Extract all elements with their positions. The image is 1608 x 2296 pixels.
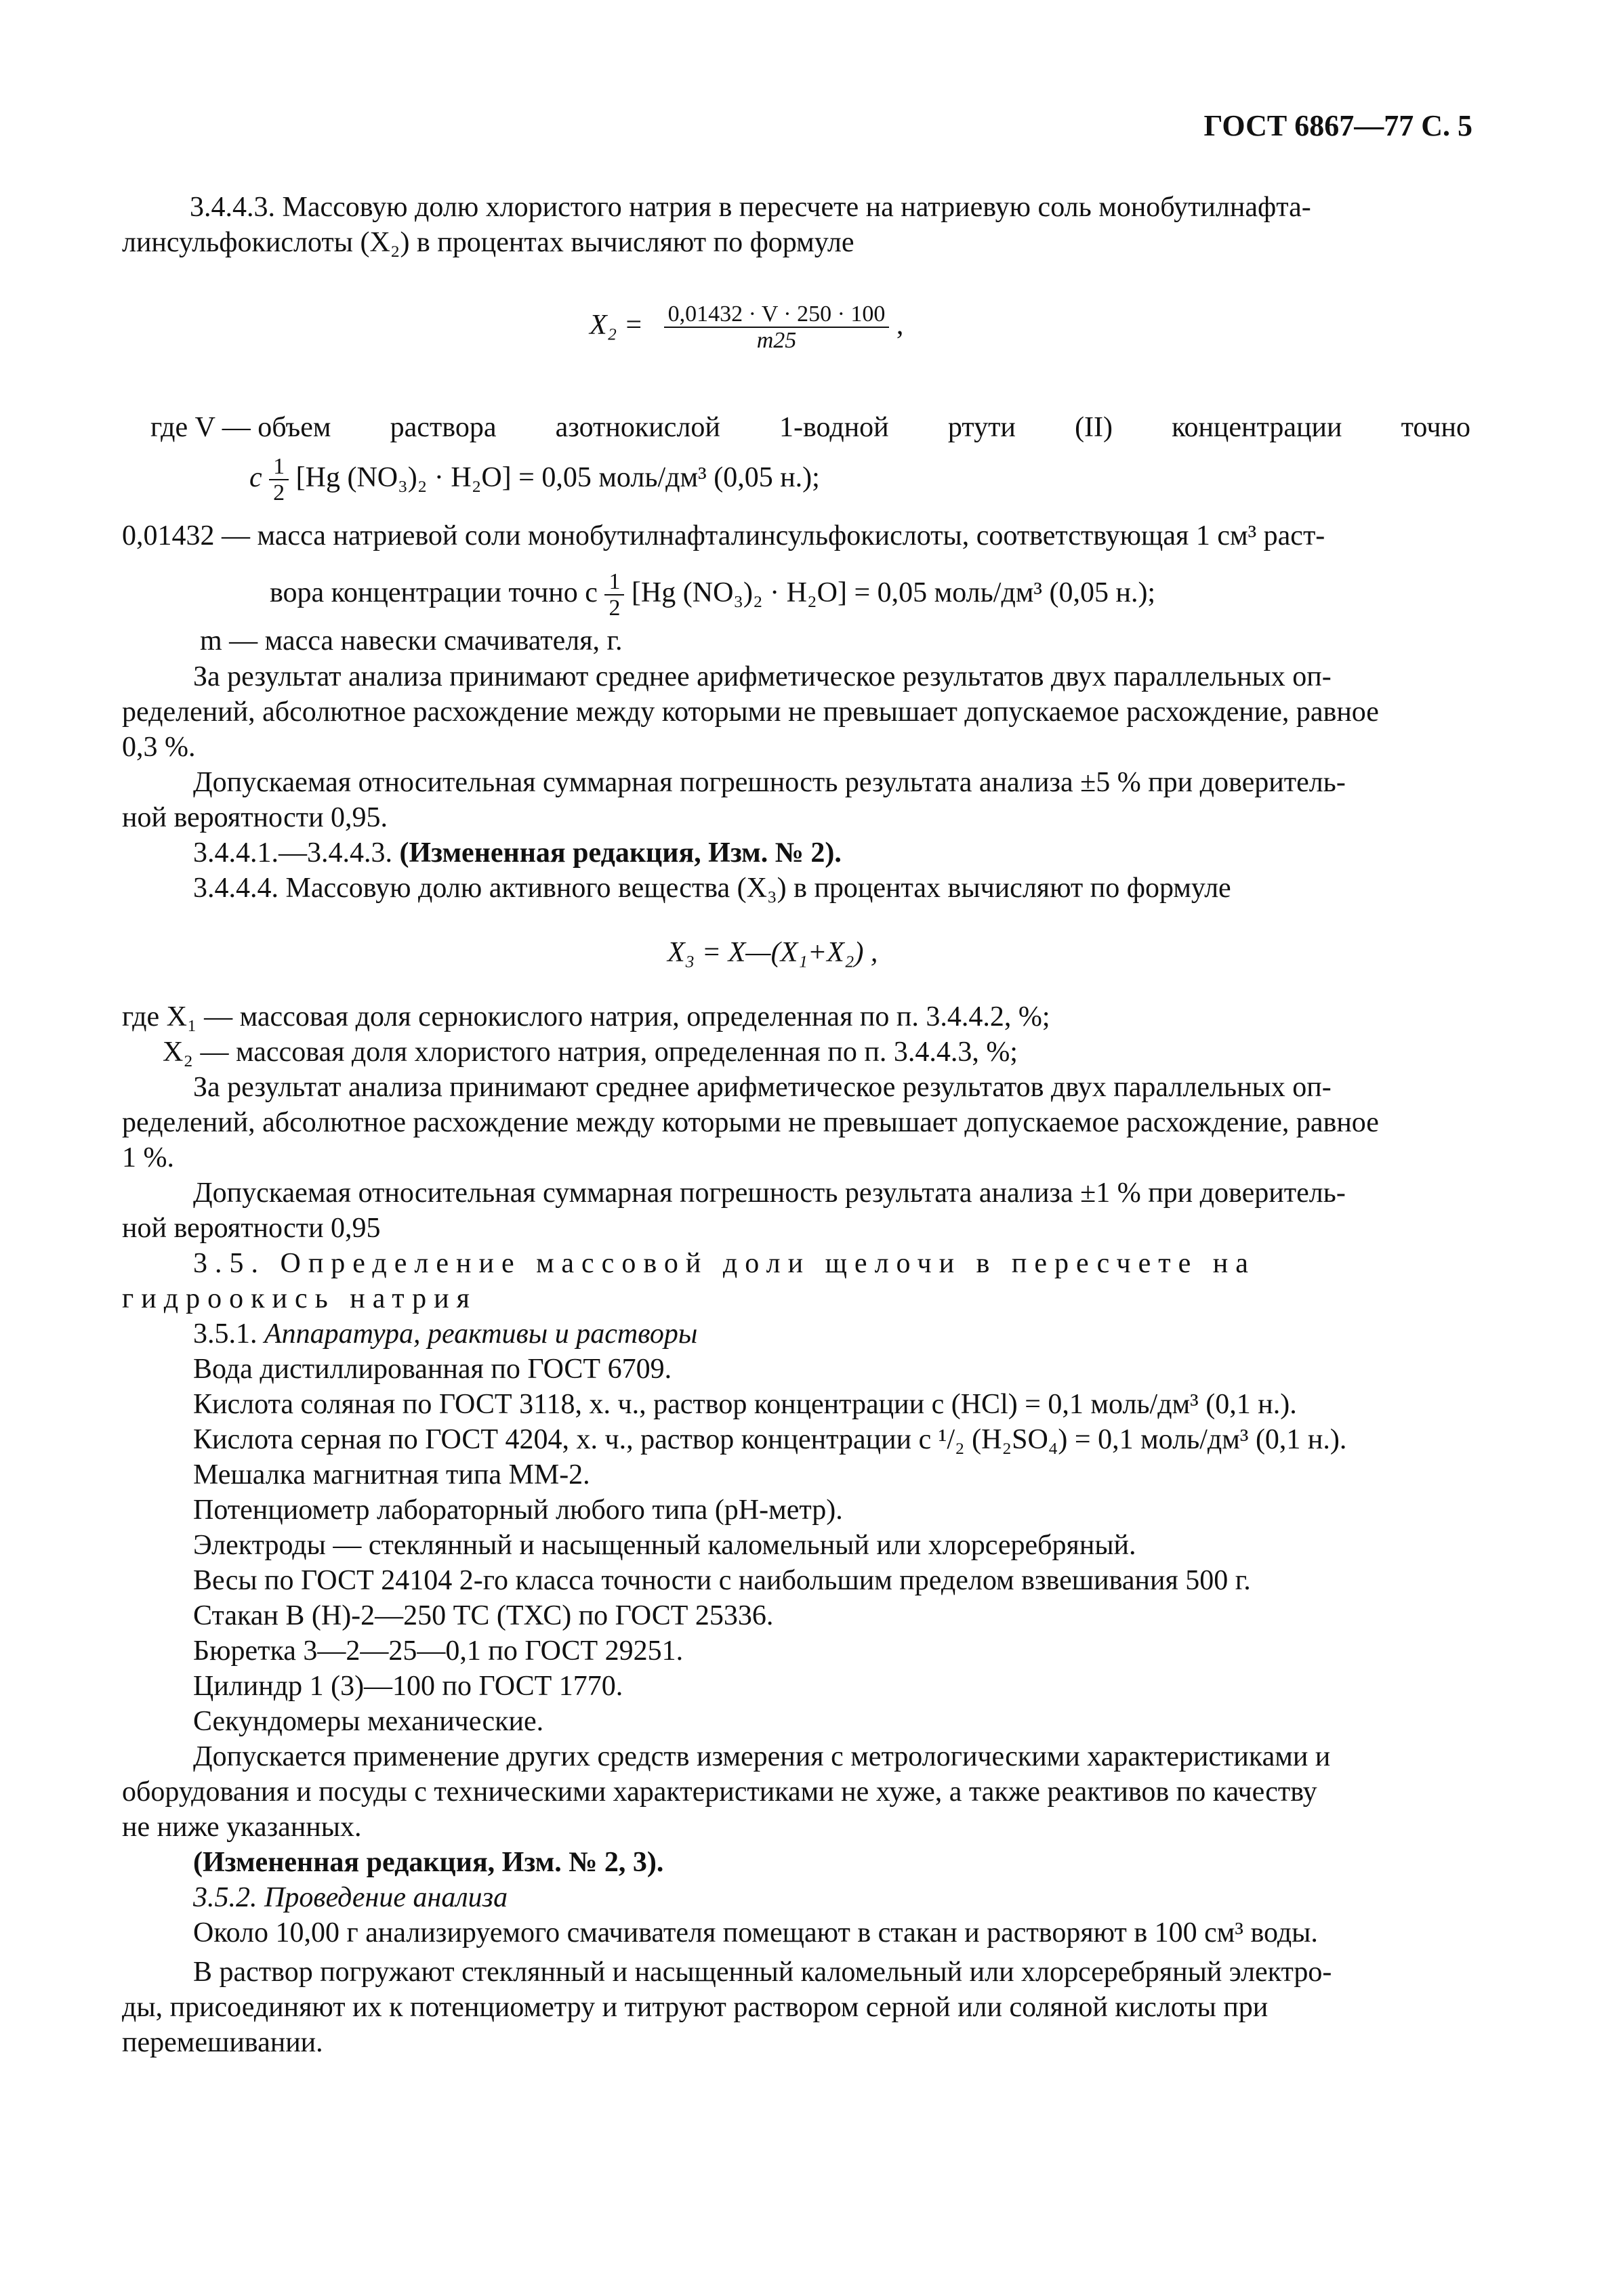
reagent-h2so4: Кислота серная по ГОСТ 4204, х. ч., раствор концентрации c ¹/₂ (H₂SO₄) = 0,1 моль/дм³ (0,1 н.). <box>193 1424 1347 1455</box>
para-analysis-2-line3: перемешивании. <box>122 2027 323 2058</box>
page-header: ГОСТ 6867—77 С. 5 <box>1203 109 1472 142</box>
para-error2-line2: ной вероятности 0,95 <box>122 1213 381 1244</box>
reagent-water: Вода дистиллированная по ГОСТ 6709. <box>193 1354 672 1385</box>
conc-symbol: c <box>249 462 262 494</box>
para-result1-line3: 0,3 %. <box>122 732 196 763</box>
reagent-hcl: Кислота соляная по ГОСТ 3118, х. ч., раствор концентрации c (HCl) = 0,1 моль/дм³ (0,1 н.). <box>193 1389 1297 1420</box>
para-analysis-2-line1: В раствор погружают стеклянный и насыщенный каломельный или хлорсеребряный электро- <box>193 1957 1332 1988</box>
formula-x2-numerator: 0,01432 · V · 250 · 100 <box>664 301 890 328</box>
half-num: 1 <box>604 569 624 596</box>
para-error2-line1: Допускаемая относительная суммарная погрешность результата анализа ±1 % при доверитель- <box>193 1177 1346 1209</box>
para-result1-line2: ределений, абсолютное расхождение между которыми не превышает допускаемое расхождение, равное <box>122 696 1379 728</box>
half-den: 2 <box>273 480 285 506</box>
reagent-scales: Весы по ГОСТ 24104 2-го класса точности с наибольшим пределом взвешивания 500 г. <box>193 1565 1251 1596</box>
where-v-word: 1-водной <box>779 412 889 443</box>
reagent-stopwatches: Секундомеры механические. <box>193 1706 544 1737</box>
edition-note-1-text: 3.4.4.1.—3.4.4.3. (Измененная редакция, Изм. № 2). <box>193 837 842 869</box>
where-v-word: раствора <box>390 412 497 443</box>
where-m-line: m — масса навески смачивателя, г. <box>200 625 623 656</box>
para-3444: 3.4.4.4. Массовую долю активного вещества (X₃) в процентах вычисляют по формуле <box>193 873 1231 904</box>
where-v-word: (II) <box>1075 412 1113 443</box>
conc2-half-fraction <box>604 569 624 621</box>
where-01432-line1: 0,01432 — масса натриевой соли монобутилнафталинсульфокислоты, соответствующая 1 см³ раст- <box>122 520 1325 551</box>
where-v-concentration <box>249 454 1598 506</box>
para-analysis-1: Около 10,00 г анализируемого смачивателя помещают в стакан и растворяют в 100 см³ воды. <box>193 1917 1318 1948</box>
formula-x2-lhs: X₂ = <box>590 310 644 341</box>
para-result2-line3: 1 %. <box>122 1142 174 1173</box>
where-x2-line: X₂ — массовая доля хлористого натрия, определенная по п. 3.4.4.3, %; <box>163 1037 1018 1068</box>
para-error1-line2: ной вероятности 0,95. <box>122 802 388 833</box>
reagent-potentiometer: Потенциометр лабораторный любого типа (pH-метр). <box>193 1495 843 1526</box>
formula-x2-fraction <box>664 301 890 354</box>
formula-x2-tail: , <box>896 310 904 341</box>
para-result1-line1: За результат анализа принимают среднее арифметическое результатов двух параллельных оп- <box>193 661 1332 692</box>
section-35-heading-line1: 3.5. Определение массовой доли щелочи в пересчете на <box>193 1248 1256 1279</box>
para-analysis-2-line2: ды, присоединяют их к потенциометру и титруют раствором серной или соляной кислоты при <box>122 1992 1269 2023</box>
section-352-heading: 3.5.2. Проведение анализа <box>193 1882 508 1913</box>
where-x1-line: где X₁ — массовая доля сернокислого натрия, определенная по п. 3.4.4.2, %; <box>122 1001 1050 1032</box>
half-den: 2 <box>609 596 621 621</box>
conc2-expression: [Hg (NO₃)₂ · H₂O] = 0,05 моль/дм³ (0,05 н.); <box>631 577 1156 609</box>
conc-expression: [Hg (NO₃)₂ · H₂O] = 0,05 моль/дм³ (0,05 н.); <box>295 462 820 494</box>
formula-x3: X₃ = X—(X₁+X₂) , <box>667 937 878 968</box>
reagent-beaker: Стакан В (Н)-2—250 ТС (ТХС) по ГОСТ 25336. <box>193 1600 774 1631</box>
edition-note-1 <box>193 835 1542 871</box>
para-3443-line1: 3.4.4.3. Массовую долю хлористого натрия в пересчете на натриевую соль монобутилнафта- <box>190 192 1311 223</box>
conc2-text: вора концентрации точно c <box>270 577 598 609</box>
reagent-cylinder: Цилиндр 1 (3)—100 по ГОСТ 1770. <box>193 1671 623 1702</box>
formula-x2-denominator: m25 <box>756 328 797 354</box>
reagent-electrodes: Электроды — стеклянный и насыщенный каломельный или хлорсеребряный. <box>193 1530 1136 1561</box>
where-v-word: азотнокислой <box>555 412 720 443</box>
para-3443-line2: линсульфокислоты (X₂) в процентах вычисляют по формуле <box>122 227 854 258</box>
reagent-stirrer: Мешалка магнитная типа ММ-2. <box>193 1459 590 1490</box>
where-v-word: где V — объем <box>150 412 331 443</box>
para-error1-line1: Допускаемая относительная суммарная погрешность результата анализа ±5 % при доверитель- <box>193 767 1346 798</box>
section-35-heading-line2: гидроокись натрия <box>122 1283 477 1314</box>
section-351-heading-text: 3.5.1. Аппаратура, реактивы и растворы <box>193 1318 698 1350</box>
where-v-line <box>150 410 1470 445</box>
para-result2-line1: За результат анализа принимают среднее арифметическое результатов двух параллельных оп- <box>193 1072 1332 1103</box>
where-v-word: точно <box>1401 412 1470 443</box>
where-01432-line2 <box>270 569 1608 621</box>
section-351-heading <box>193 1316 1542 1352</box>
para-allowed-line3: не ниже указанных. <box>122 1812 362 1843</box>
reagent-burette: Бюретка 3—2—25—0,1 по ГОСТ 29251. <box>193 1635 684 1667</box>
para-allowed-line2: оборудования и посуды с техническими характеристиками не хуже, а также реактивов по качеству <box>122 1776 1317 1808</box>
where-v-word: концентрации <box>1172 412 1342 443</box>
where-v-word: ртути <box>947 412 1016 443</box>
formula-x2 <box>590 301 1132 354</box>
conc-half-fraction <box>269 454 289 506</box>
para-result2-line2: ределений, абсолютное расхождение между которыми не превышает допускаемое расхождение, равное <box>122 1107 1379 1138</box>
para-allowed-line1: Допускается применение других средств измерения с метрологическими характеристиками и <box>193 1741 1331 1772</box>
edition-note-2: (Измененная редакция, Изм. № 2, 3). <box>193 1847 664 1878</box>
half-num: 1 <box>269 454 289 480</box>
